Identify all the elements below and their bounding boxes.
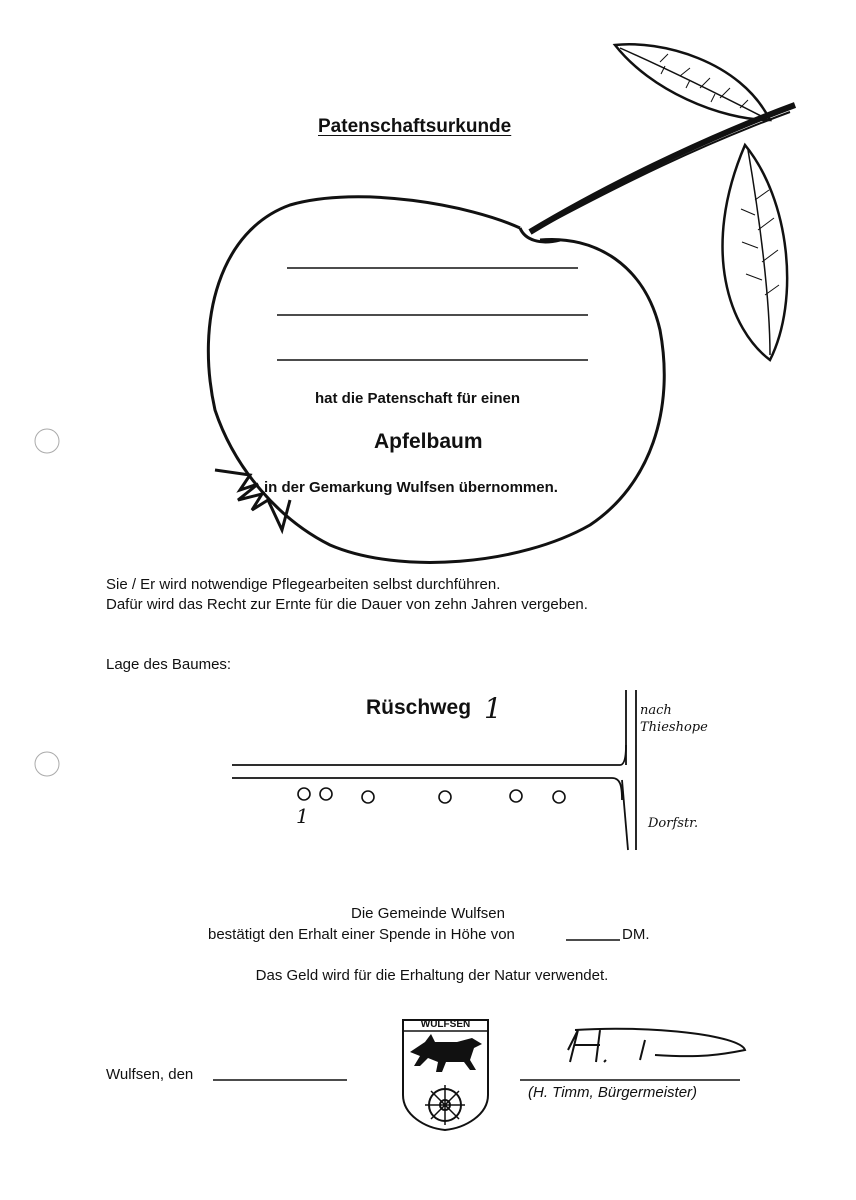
harvest-sentence: Dafür wird das Recht zur Ernte für die Dauer von zehn Jahren vergeben.: [106, 596, 588, 613]
location-label: Lage des Baumes:: [106, 656, 232, 673]
place-date-label: Wulfsen, den: [106, 1066, 194, 1083]
sponsorship-line-1: hat die Patenschaft für einen: [315, 390, 521, 407]
nature-use-line: Das Geld wird für die Erhaltung der Natur verwendet.: [255, 967, 609, 984]
street-number: 1: [484, 692, 502, 725]
signatory-name: (H. Timm, Bürgermeister): [528, 1084, 698, 1101]
crest-text: WULFSEN: [420, 1019, 471, 1030]
direction-note-1: nach: [640, 703, 672, 718]
municipality-line: Die Gemeinde Wulfsen: [351, 905, 505, 922]
tree-type: Apfelbaum: [374, 430, 483, 453]
care-sentence: Sie / Er wird notwendige Pflegearbeiten selbst durchführen.: [106, 576, 501, 593]
sponsorship-line-2: in der Gemarkung Wulfsen übernommen.: [264, 479, 558, 496]
cross-street-note: Dorfstr.: [648, 816, 699, 831]
direction-note-2: Thieshope: [640, 720, 708, 735]
donation-currency: DM.: [622, 926, 650, 943]
street-name: Rüschweg: [366, 696, 472, 719]
donation-prefix: bestätigt den Erhalt einer Spende in Höhe von: [208, 926, 515, 943]
tree-marker-label: 1: [296, 804, 309, 828]
certificate-title: Patenschaftsurkunde: [318, 116, 512, 137]
